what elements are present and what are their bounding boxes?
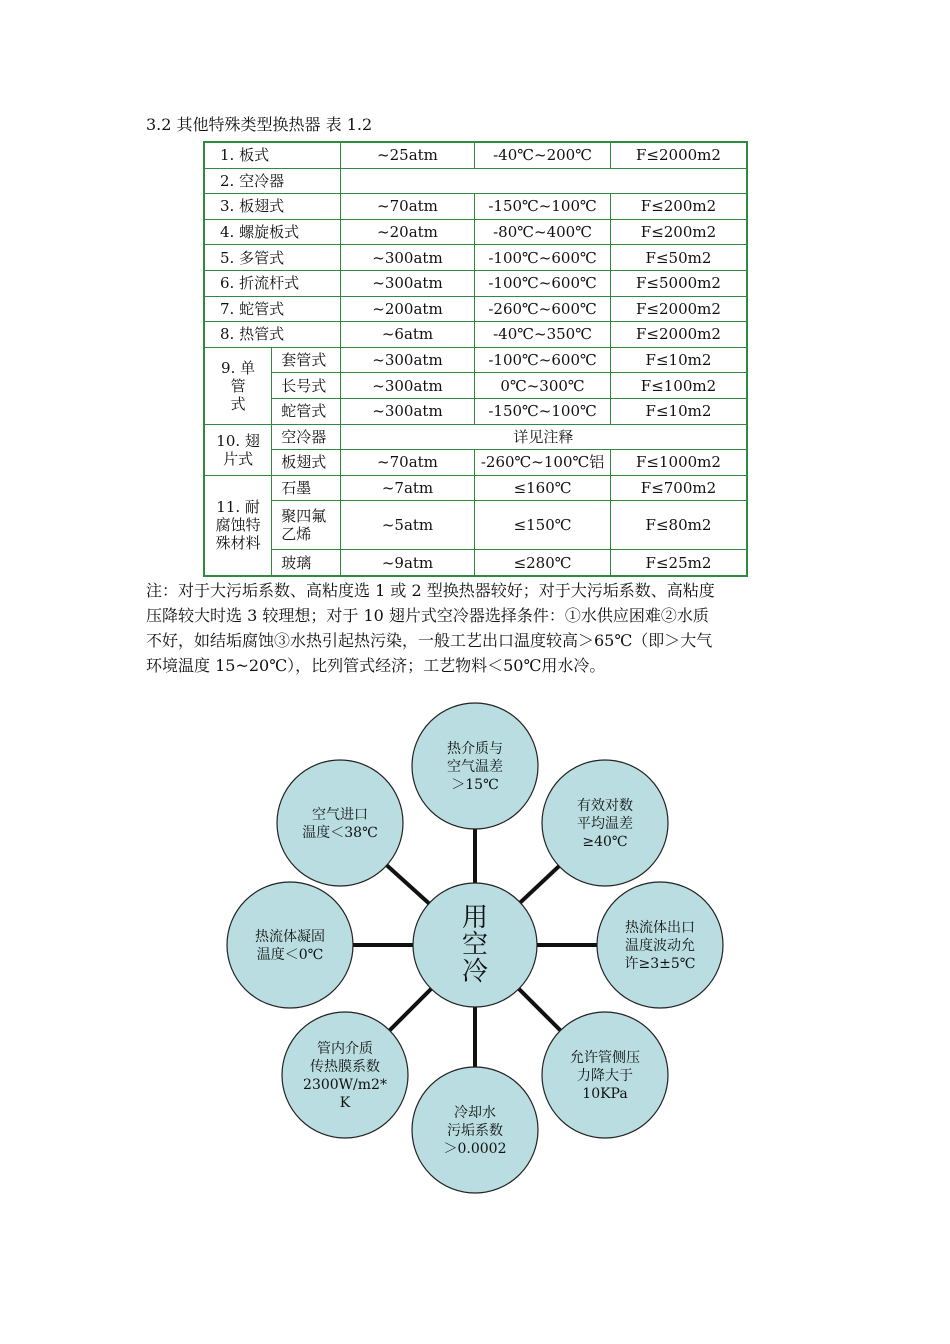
condition-text-line: 空气进口 [312, 807, 368, 823]
temperature-cell: -40℃~200℃ [475, 142, 611, 168]
table-row [204, 219, 747, 245]
pressure-cell: ~70atm [340, 450, 474, 476]
table-row [204, 245, 747, 271]
temperature-cell: ≤150℃ [475, 501, 611, 550]
area-cell: F≤25m2 [610, 550, 747, 576]
temperature-cell: -150℃~100℃ [475, 194, 611, 220]
group-label-line: 9. 单 [221, 358, 256, 377]
pressure-cell: ~300atm [340, 398, 474, 424]
table-row [204, 194, 747, 220]
note-line: 压降较大时选 3 较理想；对于 10 翅片式空冷器选择条件：①水供应困难②水质 [146, 606, 709, 625]
area-cell: F≤100m2 [610, 373, 747, 399]
group-label-line: 腐蚀特 [215, 516, 261, 535]
condition-text-line: 温度＜0℃ [256, 947, 324, 963]
type-name: 5. 多管式 [204, 245, 340, 271]
group-label-line: 片式 [223, 449, 254, 468]
pressure-cell: ~300atm [340, 347, 474, 373]
group-label-line: 10. 翅 [216, 431, 260, 450]
air-cooling-conditions-diagram [0, 690, 950, 1210]
area-cell: F≤80m2 [610, 501, 747, 550]
table-row [204, 373, 747, 399]
condition-text-line: 10KPa [582, 1086, 628, 1102]
table-row [204, 424, 747, 450]
table-row [204, 168, 747, 194]
see-note-cell: 详见注释 [340, 424, 747, 450]
type-name: 2. 空冷器 [204, 168, 340, 194]
condition-text-line: 传热膜系数 [310, 1059, 380, 1075]
area-cell: F≤1000m2 [610, 450, 747, 476]
condition-text-line: 力降大于 [577, 1068, 633, 1084]
condition-text-line: 污垢系数 [447, 1123, 503, 1139]
pressure-cell: ~70atm [340, 194, 474, 220]
temperature-cell: -150℃~100℃ [475, 398, 611, 424]
table-row [204, 550, 747, 576]
temperature-cell: -100℃~600℃ [475, 245, 611, 271]
pressure-cell: ~300atm [340, 373, 474, 399]
group-label-line: 殊材料 [215, 534, 261, 553]
group-label-line: 管 [230, 376, 246, 395]
table-row [204, 142, 747, 168]
condition-text-line: 冷却水 [454, 1105, 496, 1121]
condition-node [227, 882, 353, 1008]
sub-type-name: 板翅式 [272, 450, 341, 476]
table-row [204, 398, 747, 424]
type-name: 4. 螺旋板式 [204, 219, 340, 245]
condition-text-line: ＞15℃ [451, 777, 499, 793]
area-cell: F≤10m2 [610, 347, 747, 373]
table-row [204, 450, 747, 476]
condition-circle [277, 760, 403, 886]
pressure-cell: ~5atm [340, 501, 474, 550]
condition-text-line: ＞0.0002 [443, 1141, 507, 1157]
temperature-cell: 0℃~300℃ [475, 373, 611, 399]
center-text-line: 冷 [461, 957, 489, 987]
temperature-cell: -260℃~600℃ [475, 296, 611, 322]
condition-text-line: ≥40℃ [582, 834, 628, 850]
area-cell: F≤200m2 [610, 194, 747, 220]
area-cell: F≤10m2 [610, 398, 747, 424]
pressure-cell: ~20atm [340, 219, 474, 245]
area-cell: F≤2000m2 [610, 322, 747, 348]
sub-type-name: 长号式 [272, 373, 341, 399]
pressure-cell: ~200atm [340, 296, 474, 322]
center-text-line: 用 [461, 903, 489, 933]
condition-text-line: 空气温差 [447, 759, 503, 775]
condition-node [542, 1012, 668, 1138]
condition-text-line: 温度波动允 [625, 938, 695, 954]
condition-text-line: 允许管侧压 [570, 1050, 640, 1066]
condition-node [277, 760, 403, 886]
area-cell: F≤700m2 [610, 475, 747, 501]
group-label-single-tube [204, 347, 272, 424]
table-row [204, 296, 747, 322]
center-node [413, 883, 537, 1007]
condition-text-line: 热介质与 [447, 741, 503, 757]
sub-type-name: 套管式 [272, 347, 341, 373]
condition-text-line: 2300W/m2* [303, 1077, 387, 1093]
table-row [204, 475, 747, 501]
pressure-cell: ~6atm [340, 322, 474, 348]
condition-text-line: 热流体凝固 [255, 929, 325, 945]
note-line: 不好，如结垢腐蚀③水热引起热污染，一般工艺出口温度较高＞65℃（即＞大气 [146, 631, 713, 650]
condition-node [282, 1012, 408, 1138]
empty-merged-cell [340, 168, 747, 194]
temperature-cell: ≤280℃ [475, 550, 611, 576]
temperature-cell: ≤160℃ [475, 475, 611, 501]
condition-circle [282, 1012, 408, 1138]
area-cell: F≤200m2 [610, 219, 747, 245]
condition-text-line: 管内介质 [317, 1041, 373, 1057]
condition-node [412, 1067, 538, 1193]
pressure-cell: ~300atm [340, 270, 474, 296]
note-paragraph [146, 578, 806, 678]
type-name: 1. 板式 [204, 142, 340, 168]
type-name: 8. 热管式 [204, 322, 340, 348]
type-name: 3. 板翅式 [204, 194, 340, 220]
heat-exchanger-table [203, 141, 748, 577]
pressure-cell: ~25atm [340, 142, 474, 168]
temperature-cell: -40℃~350℃ [475, 322, 611, 348]
pressure-cell: ~300atm [340, 245, 474, 271]
group-label-finned [204, 424, 272, 475]
type-name: 6. 折流杆式 [204, 270, 340, 296]
condition-text-line: 许≥3±5℃ [624, 956, 696, 972]
sub-type-name [272, 501, 341, 550]
group-label-line: 式 [230, 394, 246, 413]
table-row [204, 270, 747, 296]
condition-node [597, 882, 723, 1008]
table-row [204, 347, 747, 373]
condition-node [542, 760, 668, 886]
group-label-line: 11. 耐 [216, 498, 260, 517]
condition-node [412, 703, 538, 829]
pressure-cell: ~9atm [340, 550, 474, 576]
sub-type-line: 乙烯 [281, 525, 312, 544]
sub-type-name: 石墨 [272, 475, 341, 501]
center-text-line: 空 [461, 930, 489, 960]
area-cell: F≤2000m2 [610, 296, 747, 322]
area-cell: F≤50m2 [610, 245, 747, 271]
condition-text-line: 有效对数 [577, 798, 633, 814]
condition-text-line: 热流体出口 [625, 920, 695, 936]
note-line: 环境温度 15~20℃），比列管式经济；工艺物料＜50℃用水冷。 [146, 656, 606, 675]
area-cell: F≤2000m2 [610, 142, 747, 168]
type-name: 7. 蛇管式 [204, 296, 340, 322]
table-row [204, 501, 747, 550]
condition-text-line: 平均温差 [577, 816, 633, 832]
sub-type-name: 空冷器 [272, 424, 341, 450]
temperature-cell: -260℃~100℃铝 [475, 450, 611, 476]
condition-text-line: K [339, 1095, 351, 1111]
section-title: 3.2 其他特殊类型换热器 表 1.2 [146, 115, 373, 134]
note-line: 注：对于大污垢系数、高粘度选 1 或 2 型换热器较好；对于大污垢系数、高粘度 [146, 581, 715, 600]
condition-circle [227, 882, 353, 1008]
temperature-cell: -100℃~600℃ [475, 270, 611, 296]
table-row [204, 322, 747, 348]
temperature-cell: -100℃~600℃ [475, 347, 611, 373]
pressure-cell: ~7atm [340, 475, 474, 501]
condition-text-line: 温度＜38℃ [302, 825, 378, 841]
group-label-corrosion-resistant [204, 475, 272, 576]
temperature-cell: -80℃~400℃ [475, 219, 611, 245]
area-cell: F≤5000m2 [610, 270, 747, 296]
sub-type-line: 聚四氟 [281, 507, 327, 526]
sub-type-name: 蛇管式 [272, 398, 341, 424]
sub-type-name: 玻璃 [272, 550, 341, 576]
